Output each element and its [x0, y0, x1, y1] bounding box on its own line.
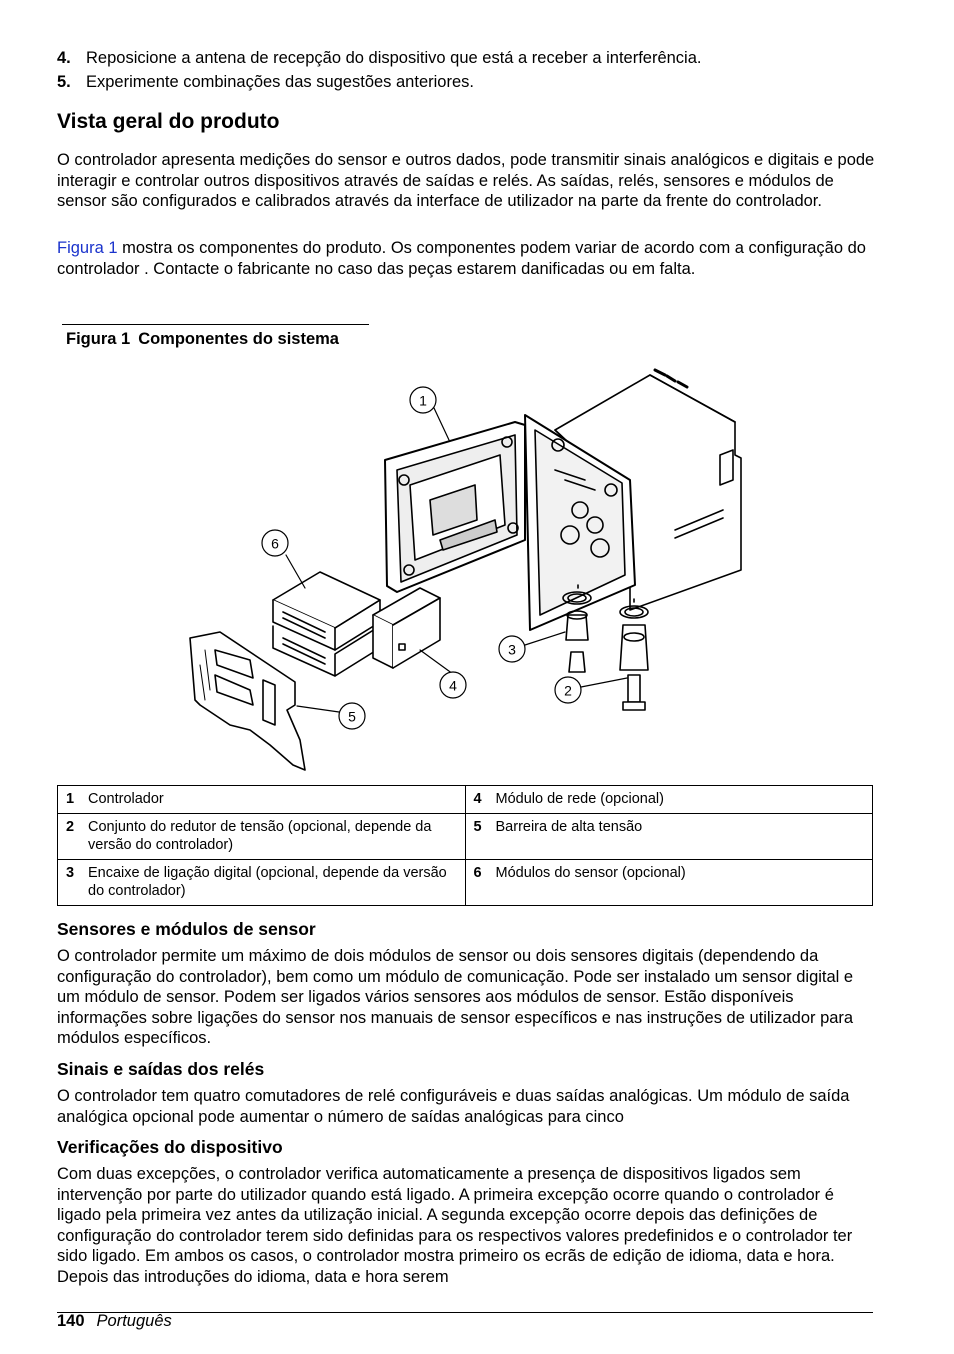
network-module — [373, 588, 440, 668]
table-row — [58, 814, 873, 860]
sensor-modules — [273, 572, 380, 676]
legend-number: 5 — [473, 819, 482, 835]
table-row — [58, 786, 873, 814]
callout-1-label: 1 — [419, 392, 427, 409]
subsection-title-device-checks: Verificações do dispositivo — [57, 1137, 283, 1157]
callout-6 — [262, 530, 288, 556]
callout-5-label: 5 — [348, 708, 356, 725]
intro-paragraph: O controlador apresenta medições do sensor e outros dados, pode transmitir sinais analógicos e digitais e pode interagir e controlar outros dispositivos através de saídas e relés. As saídas, relés, sensores e módulos de sensor são configurados e calibrados através da interface de utilizador na parte da frente do controlador. — [57, 151, 875, 211]
high-voltage-barrier — [190, 632, 305, 770]
legend-number: 1 — [66, 791, 75, 807]
figure-legend-table — [57, 785, 873, 906]
subsection-title-sensors: Sensores e módulos de sensor — [57, 919, 316, 939]
callout-2 — [555, 677, 581, 703]
callout-3-label: 3 — [508, 641, 516, 658]
legend-text: Módulo de rede (opcional) — [495, 791, 664, 807]
callout-6-label: 6 — [271, 535, 279, 552]
step-item — [57, 46, 887, 70]
numbered-steps — [57, 46, 887, 94]
legend-number: 3 — [66, 865, 75, 881]
figure-caption-rule — [62, 324, 369, 325]
legend-text: Módulos do sensor (opcional) — [495, 865, 686, 881]
figure-caption — [66, 330, 339, 349]
legend-number: 6 — [473, 865, 482, 881]
subsection-title-relays: Sinais e saídas dos relés — [57, 1059, 265, 1079]
page-footer — [57, 1312, 172, 1331]
table-cell — [465, 814, 873, 860]
figure-reference-paragraph — [57, 238, 877, 279]
figure-reference-text: mostra os componentes do produto. Os componentes podem variar de acordo com a configuração do controlador . Contacte o fabricante no caso das peças estarem danificadas ou em falta. — [57, 239, 866, 278]
footer-language: Português — [96, 1312, 172, 1330]
callout-4-label: 4 — [449, 677, 457, 694]
figure-label: Figura 1 — [66, 330, 131, 348]
section-title: Vista geral do produto — [57, 110, 280, 133]
subsection-text-relays: O controlador tem quatro comutadores de relé configuráveis e duas saídas analógicas. Um módulo de saída analógica opcional pode aumentar o número de saídas analógicas para cinco — [57, 1087, 850, 1126]
table-cell — [58, 786, 466, 814]
footer-rule — [57, 1312, 873, 1313]
table-cell — [58, 814, 466, 860]
legend-text: Controlador — [88, 791, 164, 807]
page-number: 140 — [57, 1312, 85, 1330]
controller-front-frame — [385, 422, 525, 592]
step-text: Experimente combinações das sugestões anteriores. — [86, 73, 474, 91]
callout-4 — [440, 672, 466, 698]
table-row — [58, 860, 873, 906]
subsection-text-device-checks: Com duas excepções, o controlador verifica automaticamente a presença de dispositivos ligados sem intervenção por parte do utilizador quando está ligado. A primeira excepção ocorre quando o controlador é ligado pela primeira vez antes da utilização inicial. A segunda excepção ocorre depois das definições de configuração do controlador terem sido definidas para os respectivos valores predefinidos e o controlador ter sido ligado. Em ambos os casos, o controlador mostra primeiro os ecrãs de edição de idioma, data e hora. Depois das introduções do idioma, data e hora serem — [57, 1165, 853, 1286]
callout-3 — [499, 636, 525, 662]
table-cell — [58, 860, 466, 906]
table-cell — [465, 860, 873, 906]
callout-5 — [339, 703, 365, 729]
figure-title: Componentes do sistema — [138, 330, 339, 348]
step-text: Reposicione a antena de recepção do dispositivo que está a receber a interferência. — [86, 49, 702, 67]
callout-2-label: 2 — [564, 682, 572, 699]
step-number: 5. — [57, 73, 71, 91]
step-number: 4. — [57, 49, 71, 67]
step-item — [57, 70, 887, 94]
legend-text: Encaixe de ligação digital (opcional, depende da versão do controlador) — [88, 865, 447, 899]
callout-1 — [410, 387, 436, 413]
legend-number: 2 — [66, 819, 75, 835]
system-components-illustration — [175, 360, 765, 775]
table-cell — [465, 786, 873, 814]
subsection-text-sensors: O controlador permite um máximo de dois módulos de sensor ou dois sensores digitais (dependendo da configuração do controlador), bem como um módulo de comunicação. Pode ser instalado um sensor digital e um módulo de sensor. Podem ser ligados vários sensores aos módulos de sensor. Estão disponíveis informações sobre ligações do sensor nos manuais de sensor específicos e nas instruções de utilizador para módulos específicos. — [57, 947, 854, 1048]
legend-text: Barreira de alta tensão — [495, 819, 643, 835]
legend-number: 4 — [473, 791, 482, 807]
figure-link[interactable]: Figura 1 — [57, 239, 118, 257]
legend-text: Conjunto do redutor de tensão (opcional, depende da versão do controlador) — [88, 819, 432, 853]
